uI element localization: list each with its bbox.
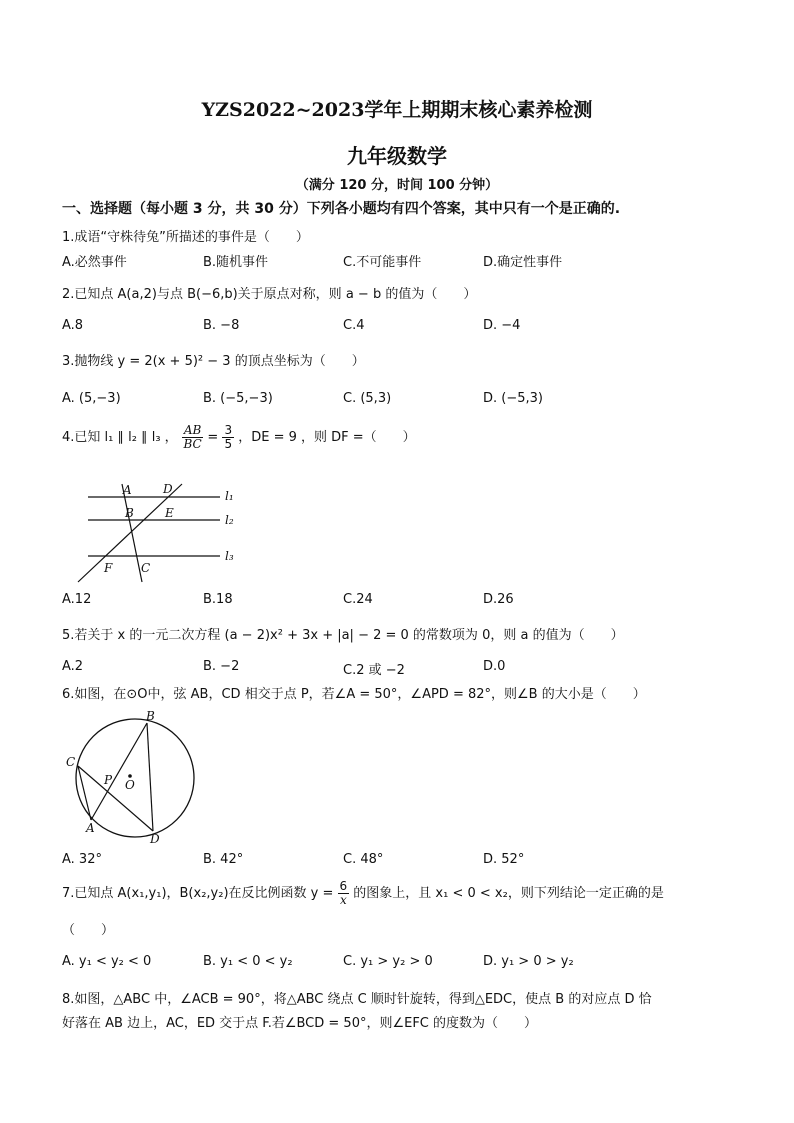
q6-option-d: D. 52°: [483, 852, 525, 867]
q4-value-fraction: [222, 424, 234, 451]
q4-value-denominator: 5: [224, 437, 233, 451]
q4-parallel-lines-figure: [70, 476, 250, 588]
q1-option-d: D.确定性事件: [483, 255, 563, 270]
q7-fraction-numerator: 6: [339, 879, 348, 893]
q4-ratio-fraction: [182, 424, 203, 451]
q4-value-numerator: 3: [224, 423, 233, 437]
q2-option-a: A.8: [62, 318, 84, 333]
q6-label-p: P: [104, 773, 113, 787]
q4-label-c: C: [141, 561, 151, 575]
q4-label-e: E: [165, 506, 174, 520]
q4-equals: =: [203, 430, 223, 445]
q6-label-a: A: [86, 821, 95, 835]
q4-ratio-numerator: AB: [183, 423, 202, 437]
q6-option-b: B. 42°: [203, 852, 244, 867]
q1-option-c: C.不可能事件: [343, 255, 422, 270]
q4-label-d: D: [163, 482, 173, 496]
q1-stem: 1.成语“守株待兔”所描述的事件是（ ）: [62, 230, 309, 245]
q6-option-a: A. 32°: [62, 852, 102, 867]
q7-function-fraction: [338, 880, 350, 907]
q7-stem-post: 的图象上，且 x₁ < 0 < x₂，则下列结论一定正确的是: [353, 886, 664, 901]
q6-label-c: C: [66, 755, 76, 769]
q8-stem-line1: 8.如图，△ABC 中，∠ACB = 90°，将△ABC 绕点 C 顺时针旋转，得到△EDC，使点 B 的对应点 D 恰: [62, 992, 652, 1007]
circle-o: [76, 719, 194, 837]
q6-label-b: B: [146, 709, 155, 723]
q4-label-l1: l₁: [225, 489, 234, 503]
q3-option-a: A. (5,−3): [62, 391, 121, 406]
q6-stem: 6.如图，在⊙O中，弦 AB，CD 相交于点 P，若∠A = 50°，∠APD = 82°，则∠B 的大小是（ ）: [62, 687, 646, 702]
transversal-ac: [122, 484, 142, 582]
q3-option-c: C. (5,3): [343, 391, 392, 406]
exam-title: YZS2022~2023学年上期期末核心素养检测: [201, 99, 593, 121]
segment-ca: [78, 766, 91, 820]
q7-option-a: A. y₁ < y₂ < 0: [62, 954, 152, 969]
q7-stem: [62, 880, 664, 907]
q4-label-b: B: [125, 506, 134, 520]
q4-stem-pre: 4.已知 l₁ ∥ l₂ ∥ l₃ ，: [62, 430, 178, 445]
exam-subtitle: 九年级数学: [347, 144, 447, 168]
q4-stem: [62, 424, 416, 451]
section-heading: 一、选择题（每小题 3 分，共 30 分）下列各小题均有四个答案，其中只有一个是正确的.: [62, 201, 621, 217]
q4-label-a: A: [123, 483, 132, 497]
q4-stem-post: ，DE = 9 ，则 DF =（ ）: [238, 430, 416, 445]
q3-stem: 3.抛物线 y = 2(x + 5)² − 3 的顶点坐标为（ ）: [62, 354, 365, 369]
q5-option-d: D.0: [483, 659, 506, 674]
q6-option-c: C. 48°: [343, 852, 384, 867]
q7-option-c: C. y₁ > y₂ > 0: [343, 954, 433, 969]
segment-bd: [147, 723, 153, 831]
q3-option-b: B. (−5,−3): [203, 391, 273, 406]
q6-label-d: D: [150, 832, 160, 846]
transversal-df: [78, 484, 182, 582]
q4-ratio-denominator: BC: [183, 437, 202, 451]
q4-label-f: F: [104, 561, 113, 575]
q5-option-b: B. −2: [203, 659, 240, 674]
q4-label-l3: l₃: [225, 549, 234, 563]
q3-option-d: D. (−5,3): [483, 391, 543, 406]
q4-option-a: A.12: [62, 592, 92, 607]
q4-option-c: C.24: [343, 592, 373, 607]
q2-option-b: B. −8: [203, 318, 240, 333]
q2-option-d: D. −4: [483, 318, 521, 333]
q7-stem-line2: （ ）: [62, 923, 115, 938]
q6-circle-figure: [62, 708, 207, 848]
q7-option-d: D. y₁ > 0 > y₂: [483, 954, 574, 969]
q2-stem: 2.已知点 A(a,2)与点 B(−6,b)关于原点对称，则 a − b 的值为（ ）: [62, 287, 477, 302]
q4-option-b: B.18: [203, 592, 233, 607]
q4-option-d: D.26: [483, 592, 514, 607]
q7-option-b: B. y₁ < 0 < y₂: [203, 954, 293, 969]
q5-option-a: A.2: [62, 659, 84, 674]
q5-stem: 5.若关于 x 的一元二次方程 (a − 2)x² + 3x + |a| − 2 = 0 的常数项为 0，则 a 的值为（ ）: [62, 628, 624, 643]
q2-option-c: C.4: [343, 318, 365, 333]
q1-option-b: B.随机事件: [203, 255, 269, 270]
q7-stem-pre: 7.已知点 A(x₁,y₁)，B(x₂,y₂)在反比例函数 y =: [62, 886, 334, 901]
q8-stem-line2: 好落在 AB 边上，AC，ED 交于点 F.若∠BCD = 50°，则∠EFC 的度数为（ ）: [62, 1016, 538, 1031]
chord-ab: [91, 723, 147, 820]
q1-option-a: A.必然事件: [62, 255, 127, 270]
q6-label-o: O: [125, 778, 135, 792]
exam-info: （满分 120 分，时间 100 分钟）: [295, 178, 499, 193]
q7-fraction-denominator: x: [339, 893, 347, 907]
q4-label-l2: l₂: [225, 513, 234, 527]
q5-option-c: C.2 或 −2: [343, 663, 405, 678]
